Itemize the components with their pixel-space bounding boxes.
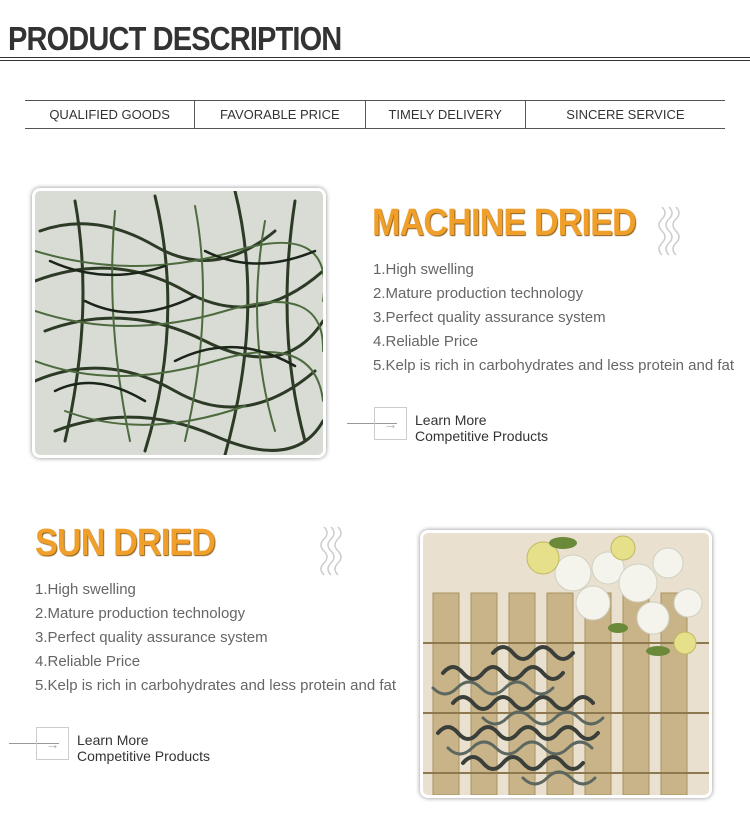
section-title-sun-dried: SUN DRIED [35,522,216,564]
machine-dried-feature-list [373,258,734,378]
competitive-products-label: Competitive Products [77,748,211,764]
arrow-right-icon: → [374,407,407,440]
list-item: 4.Reliable Price [35,653,141,670]
learn-more-label: Learn More [77,732,149,748]
squiggle-icon [320,525,342,577]
learn-more-label: Learn More [415,412,487,428]
section-title-machine-dried: MACHINE DRIED [372,202,636,244]
list-item: 5.Kelp is rich in carbohydrates and less protein and fat [35,677,397,694]
header-divider [0,57,750,58]
list-item: 4.Reliable Price [373,333,479,350]
list-item: 1.High swelling [35,581,136,598]
list-item: 3.Perfect quality assurance system [35,629,268,646]
sun-dried-kelp-image [420,530,712,798]
feature-timely-delivery: TIMELY DELIVERY [365,101,525,128]
list-item: 3.Perfect quality assurance system [373,309,606,326]
arrow-right-icon: → [36,727,69,760]
page-title: PRODUCT DESCRIPTION [8,20,342,57]
list-item: 5.Kelp is rich in carbohydrates and less protein and fat [373,357,735,374]
learn-more-text [415,412,548,444]
list-item: 1.High swelling [373,261,474,278]
feature-sincere-service: SINCERE SERVICE [525,101,725,128]
learn-more-link[interactable] [347,407,567,443]
features-bar [25,100,725,129]
learn-more-link[interactable] [9,727,229,763]
header-divider-secondary [0,60,750,61]
list-item: 2.Mature production technology [373,285,584,302]
competitive-products-label: Competitive Products [415,428,549,444]
list-item: 2.Mature production technology [35,605,246,622]
learn-more-text [77,732,210,764]
feature-favorable-price: FAVORABLE PRICE [194,101,364,128]
machine-dried-kelp-image [32,188,326,458]
squiggle-icon [658,205,680,257]
sun-dried-feature-list [35,578,396,698]
feature-qualified-goods: QUALIFIED GOODS [49,107,170,122]
